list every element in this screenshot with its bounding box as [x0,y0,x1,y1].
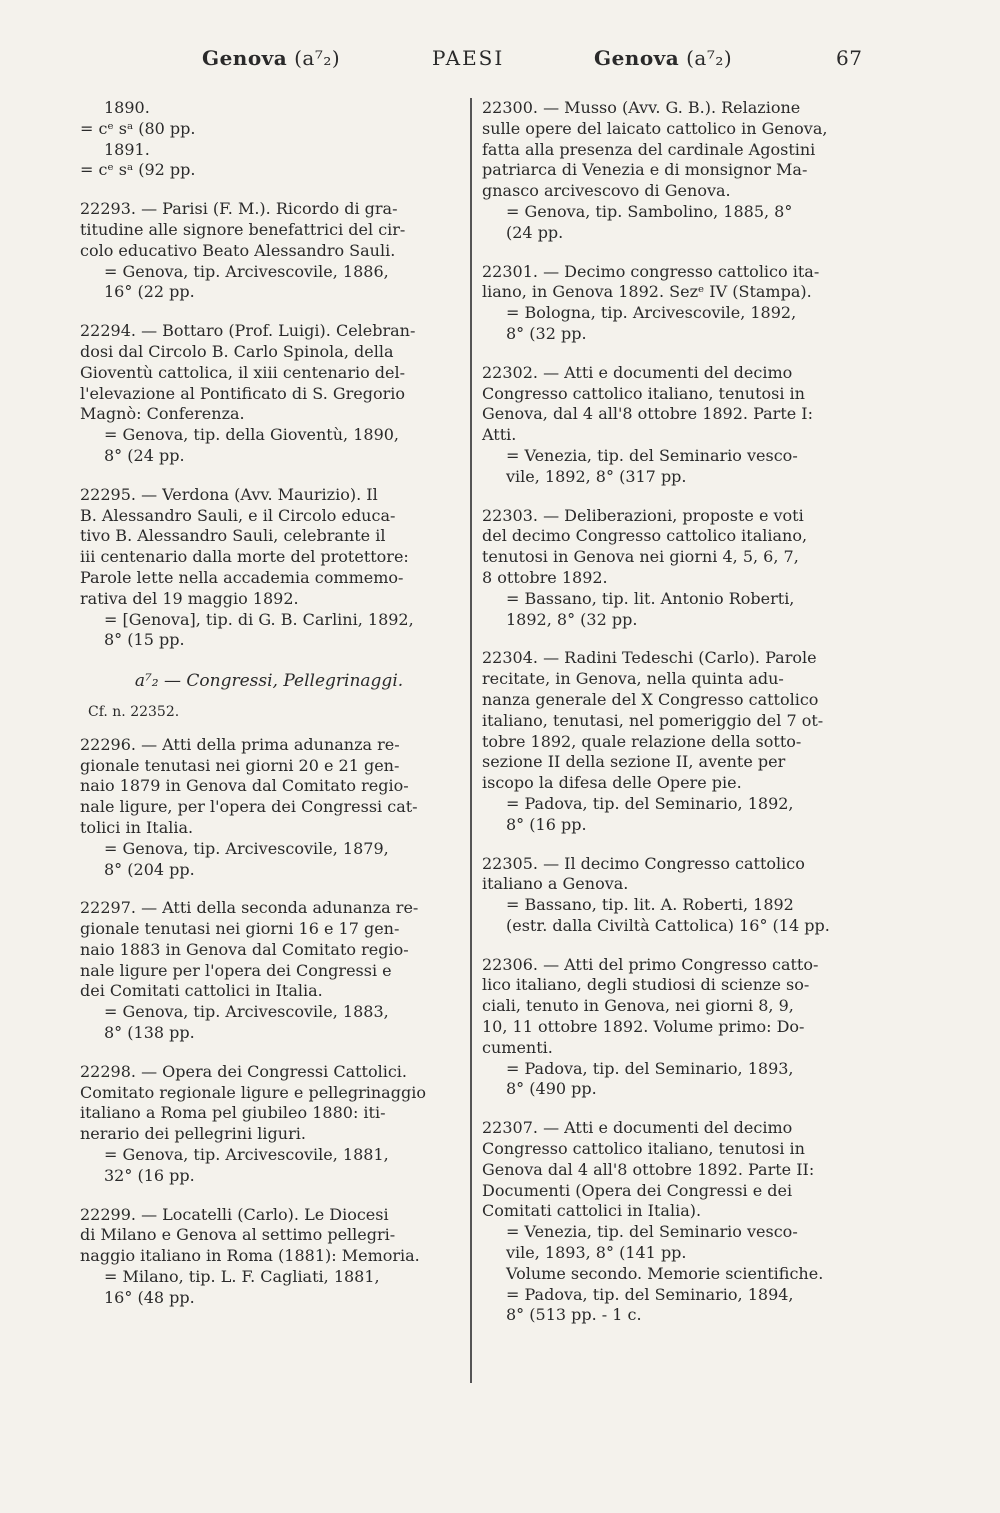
entry-text-line: dosi dal Circolo B. Carlo Spinola, della [80,341,394,361]
entry-text-line: italiano, tenutasi, nel pomeriggio del 7 ot- [482,710,824,730]
entry-text-line: 22304. — Radini Tedeschi (Carlo). Parole [482,648,817,668]
bibliography-entry [80,735,458,881]
entry-publication-line: = Genova, tip. Arcivescovile, 1883, [104,1002,389,1022]
entry-text-line: sulle opere del laicato cattolico in Genova, [482,118,828,138]
prelude-line: 1891. [104,139,150,159]
entry-text-line: 22297. — Atti della seconda adunanza re- [80,898,419,918]
entry-text-line: recitate, in Genova, nella quinta adu- [482,669,784,689]
left-column [80,98,472,1383]
entries-after-section [80,735,458,1309]
entry-text-line: Genova dal 4 all'8 ottobre 1892. Parte II: [482,1159,815,1179]
entries-before-section [80,199,458,651]
entry-text-line: rativa del 19 maggio 1892. [80,588,299,608]
entry-publication-line: 8° (513 pp. - 1 c. [506,1305,642,1325]
entry-text-line: 22301. — Decimo congresso cattolico ita- [482,261,820,281]
entry-text-line: tivo B. Alessandro Sauli, celebrante il [80,526,386,546]
entry-text-line: Genova, dal 4 all'8 ottobre 1892. Parte I: [482,404,814,424]
entry-publication-line: = Padova, tip. del Seminario, 1893, [506,1058,794,1078]
header-left: Genova (a⁷₂) [202,46,341,70]
page-number: 67 [836,46,863,70]
entry-text-line: fatta alla presenza del cardinale Agostini [482,139,816,159]
entry-publication-line: 8° (15 pp. [104,630,185,650]
entry-text-line: 22303. — Deliberazioni, proposte e voti [482,505,804,525]
bibliography-entry [80,199,458,303]
bibliography-entry [482,98,866,244]
right-column [482,98,866,1344]
prelude-line: 1890. [104,98,150,117]
entry-publication-line: 16° (48 pp. [104,1287,195,1307]
entry-publication-line: (24 pp. [506,222,564,242]
entry-text-line: liano, in Genova 1892. Sezᵉ IV (Stampa). [482,282,812,302]
entry-text-line: titudine alle signore benefattrici del cir- [80,219,406,239]
entry-publication-line: = Padova, tip. del Seminario, 1894, [506,1284,794,1304]
entry-text-line: 22307. — Atti e documenti del decimo [482,1118,793,1138]
entry-text-line: Comitato regionale ligure e pellegrinaggio [80,1082,426,1102]
entry-text-line: gionale tenutasi nei giorni 20 e 21 gen- [80,755,400,775]
entry-text-line: gionale tenutasi nei giorni 16 e 17 gen- [80,919,400,939]
entry-text-line: 22296. — Atti della prima adunanza re- [80,734,400,754]
entry-text-line: Gioventù cattolica, il xiii centenario del- [80,362,406,382]
entry-publication-line: = Bassano, tip. lit. Antonio Roberti, [506,588,795,608]
entry-text-line: Atti. [482,425,517,445]
entry-publication-line: = Genova, tip. Sambolino, 1885, 8° [506,201,793,221]
entry-text-line: l'elevazione al Pontificato di S. Gregorio [80,383,406,403]
entry-text-line: 22305. — Il decimo Congresso cattolico [482,853,805,873]
entry-text-line: Magnò: Conferenza. [80,404,245,424]
entry-text-line: 22300. — Musso (Avv. G. B.). Relazione [482,98,801,117]
entry-publication-line: = Genova, tip. della Gioventù, 1890, [104,425,400,445]
entry-text-line: Parole lette nella accademia commemo- [80,567,404,587]
entry-publication-line: = Milano, tip. L. F. Cagliati, 1881, [104,1267,380,1287]
entry-publication-line: = Bologna, tip. Arcivescovile, 1892, [506,303,797,323]
entry-publication-line: = Venezia, tip. del Seminario vesco- [506,445,798,465]
entry-text-line: iii centenario dalla morte del protettore: [80,547,409,567]
entry-publication-line: Volume secondo. Memorie scientifiche. [506,1263,824,1283]
right-entries [482,98,866,1326]
entry-text-line: nerario dei pellegrini liguri. [80,1124,306,1144]
entry-text-line: cumenti. [482,1037,553,1057]
entry-text-line: 10, 11 ottobre 1892. Volume primo: Do- [482,1017,805,1037]
entry-publication-line: 8° (24 pp. [104,445,185,465]
bibliography-entry [482,854,866,937]
entry-text-line: di Milano e Genova al settimo pellegri- [80,1225,396,1245]
entry-publication-line: 32° (16 pp. [104,1165,195,1185]
entry-text-line: 22295. — Verdona (Avv. Maurizio). Il [80,484,378,504]
entry-text-line: Documenti (Opera dei Congressi e dei [482,1180,793,1200]
entry-text-line: 22299. — Locatelli (Carlo). Le Diocesi [80,1204,389,1224]
entry-publication-line: 8° (490 pp. [506,1079,597,1099]
entry-publication-line: (estr. dalla Civiltà Cattolica) 16° (14 pp. [506,915,830,935]
entry-publication-line: = Genova, tip. Arcivescovile, 1879, [104,838,389,858]
bibliography-entry [482,262,866,345]
entry-text-line: italiano a Roma pel giubileo 1880: iti- [80,1103,386,1123]
entry-publication-line: 8° (138 pp. [104,1023,195,1043]
entry-text-line: nanza generale del X Congresso cattolico [482,689,819,709]
entry-publication-line: vile, 1893, 8° (141 pp. [506,1243,687,1263]
prelude-line: = cᵉ sᵃ (92 pp. [80,160,196,180]
entry-text-line: dei Comitati cattolici in Italia. [80,981,323,1001]
entry-text-line: patriarca di Venezia e di monsignor Ma- [482,160,808,180]
entry-publication-line: 8° (204 pp. [104,859,195,879]
entry-text-line: naggio italiano in Roma (1881): Memoria. [80,1246,420,1266]
entry-text-line: tolici in Italia. [80,817,194,837]
entry-publication-line: = Venezia, tip. del Seminario vesco- [506,1222,798,1242]
section-title: a⁷₂ — Congressi, Pellegrinaggi. [134,671,404,692]
entry-text-line: ciali, tenuto in Genova, nei giorni 8, 9, [482,996,794,1016]
prelude-line: = cᵉ sᵃ (80 pp. [80,118,196,138]
entry-text-line: 22294. — Bottaro (Prof. Luigi). Celebran- [80,321,416,341]
entry-text-line: gnasco arcivescovo di Genova. [482,181,731,201]
header-right: Genova (a⁷₂) [594,46,733,70]
entry-text-line: Comitati cattolici in Italia). [482,1201,702,1221]
entry-publication-line: vile, 1892, 8° (317 pp. [506,466,687,486]
entry-publication-line: = Bassano, tip. lit. A. Roberti, 1892 [506,895,794,915]
entry-text-line: B. Alessandro Sauli, e il Circolo educa- [80,505,396,525]
prelude [80,98,458,181]
entry-text-line: tobre 1892, quale relazione della sotto- [482,731,802,751]
entry-publication-line: 1892, 8° (32 pp. [506,609,638,629]
entry-text-line: del decimo Congresso cattolico italiano, [482,526,808,546]
page-header [170,40,870,80]
cross-reference: Cf. n. 22352. [88,703,180,720]
entry-text-line: nale ligure, per l'opera dei Congressi cat- [80,797,418,817]
entry-text-line: naio 1879 in Genova dal Comitato regio- [80,776,409,796]
bibliography-entry [80,898,458,1044]
entry-publication-line: = Padova, tip. del Seminario, 1892, [506,793,794,813]
bibliography-entry [80,1062,458,1187]
entry-publication-line: = [Genova], tip. di G. B. Carlini, 1892, [104,609,414,629]
bibliography-entry [482,955,866,1101]
bibliography-entry [80,485,458,651]
entry-text-line: italiano a Genova. [482,874,629,894]
entry-text-line: sezione II della sezione II, avente per [482,752,786,772]
entry-publication-line: 8° (16 pp. [506,814,587,834]
bibliography-entry [482,363,866,488]
bibliography-entry [482,648,866,835]
bibliography-entry [482,1118,866,1326]
entry-publication-line: 16° (22 pp. [104,282,195,302]
entry-text-line: Congresso cattolico italiano, tenutosi in [482,1139,805,1159]
entry-publication-line: = Genova, tip. Arcivescovile, 1881, [104,1145,389,1165]
entry-text-line: colo educativo Beato Alessandro Sauli. [80,240,396,260]
entry-text-line: 22298. — Opera dei Congressi Cattolici. [80,1061,408,1081]
entry-text-line: 22293. — Parisi (F. M.). Ricordo di gra- [80,199,398,219]
entry-text-line: nale ligure per l'opera dei Congressi e [80,960,392,980]
entry-publication-line: 8° (32 pp. [506,323,587,343]
entry-text-line: Congresso cattolico italiano, tenutosi in [482,383,805,403]
bibliography-entry [482,506,866,631]
header-center: PAESI [432,46,505,70]
entry-text-line: lico italiano, degli studiosi di scienze so- [482,975,810,995]
entry-text-line: 8 ottobre 1892. [482,567,608,587]
bibliography-entry [80,1205,458,1309]
entry-text-line: 22302. — Atti e documenti del decimo [482,362,793,382]
bibliography-entry [80,321,458,467]
entry-text-line: iscopo la difesa delle Opere pie. [482,773,742,793]
entry-publication-line: = Genova, tip. Arcivescovile, 1886, [104,261,389,281]
entry-text-line: 22306. — Atti del primo Congresso catto- [482,954,819,974]
entry-text-line: naio 1883 in Genova dal Comitato regio- [80,939,409,959]
entry-text-line: tenutosi in Genova nei giorni 4, 5, 6, 7, [482,547,799,567]
